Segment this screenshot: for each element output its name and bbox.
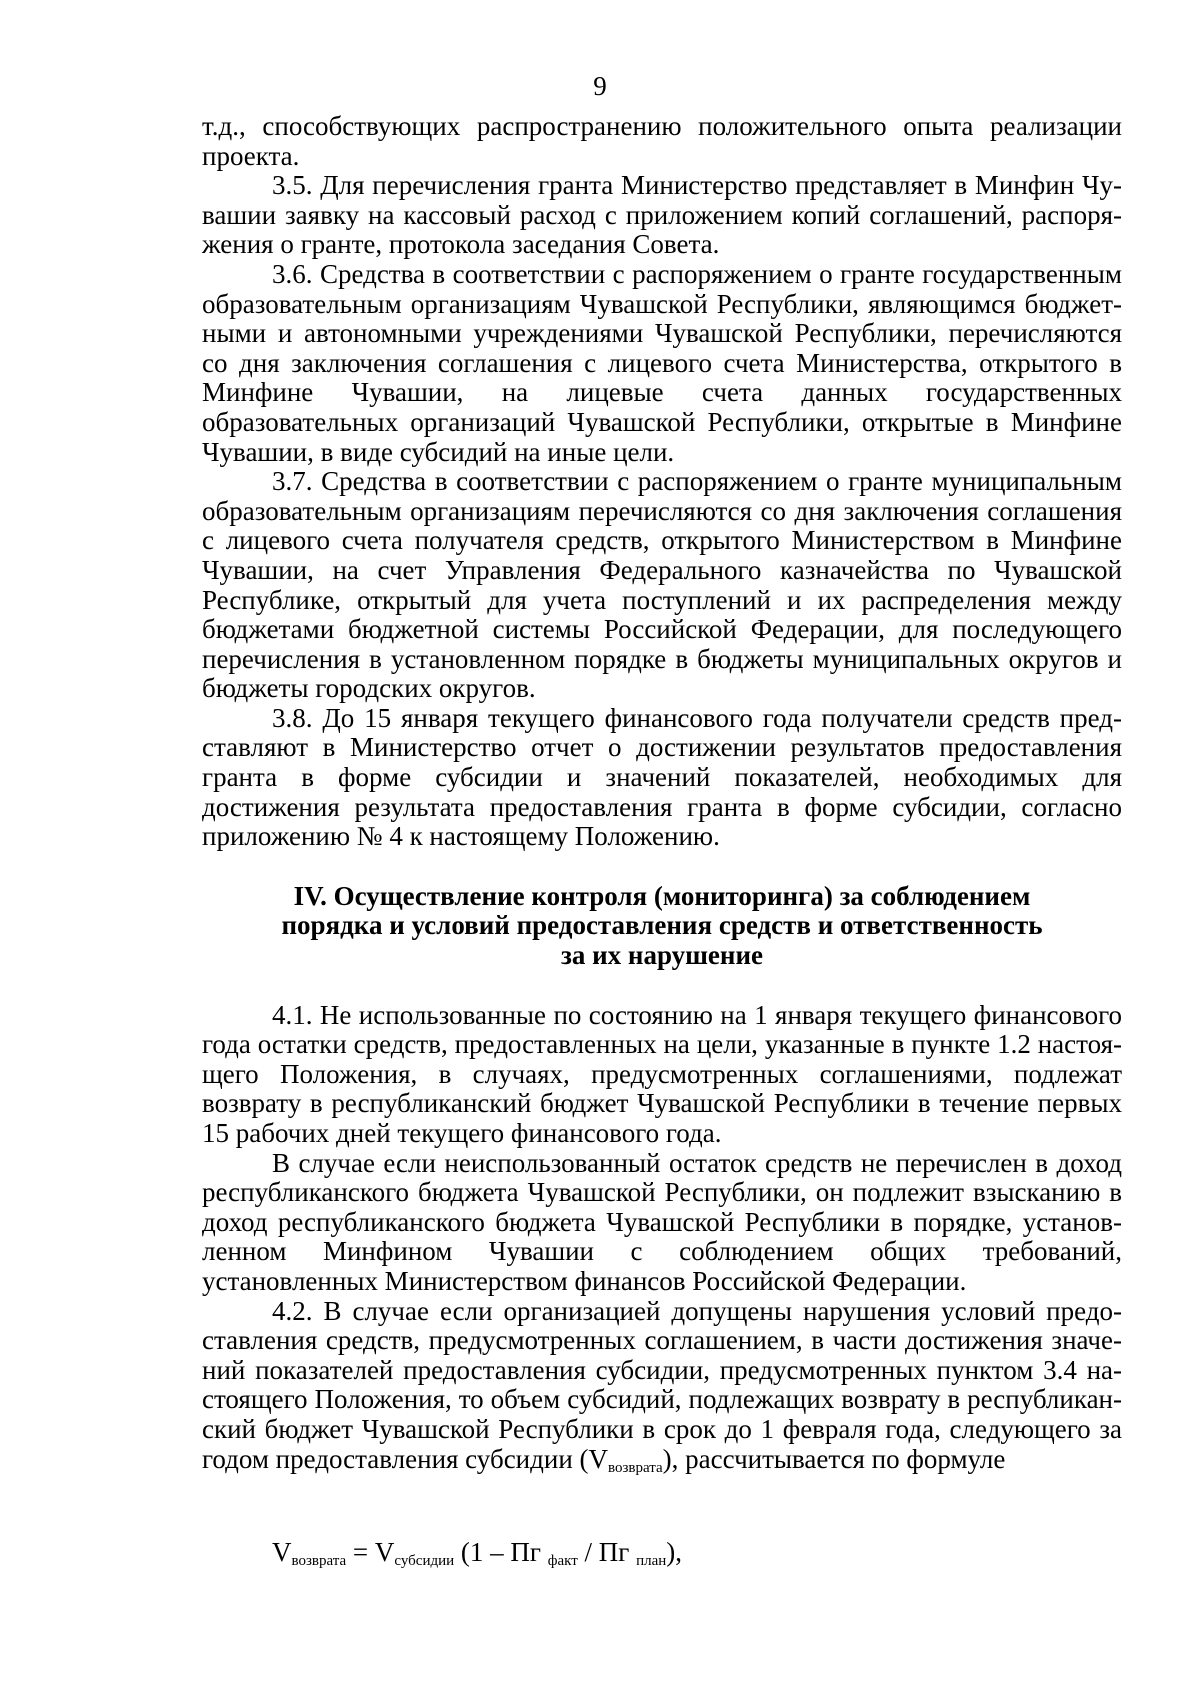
document-body [202, 112, 1122, 1568]
formula-divide: / Пг [577, 1537, 637, 1568]
paragraph-continuation: т.д., способствующих распространению положительного опыта реализации проекта. [202, 111, 1122, 171]
paragraph-3-7: 3.7. Средства в соответствии с распоряжением о гранте муниципальным образовательным организациям перечисляются со дня заключения соглашения с лицевого счета получателя средств, открытого Министерством в Минфине Чувашии, на счет Управления Федерального казначейства по Чувашской Республике, открытый для учета поступлений и их распределения между бюджетами бюджетной системы Российской Федерации, для последующего перечисления в установленном порядке в бюджеты муниципальных округов и бюджеты городских округов. [202, 466, 1122, 704]
paragraph-4-2-text: 4.2. В случае если организацией допущены нарушения условий предоставления средств, предусмотренных соглашением, в части достижения значений показателей предоставления субсидии, предусмотренных пунктом 3.4 настоящего Положения, то объем субсидий, подлежащих возврату в республиканский бюджет Чувашской Республики в срок до 1 февраля года, следующего за годом предоставления субсидии (V [202, 1295, 1122, 1474]
formula-v-return: V [272, 1537, 292, 1568]
formula-open: (1 – Пг [454, 1537, 548, 1568]
section-heading-line-3: за их нарушение [561, 940, 763, 971]
paragraph-3-6: 3.6. Средства в соответствии с распоряжением о гранте государственным образовательным организациям Чувашской Республики, являющимся бюджетными и автономными учреждениями Чувашской Республики, перечисляются со дня заключения соглашения с лицевого счета Министерства, открытого в Минфине Чувашии, на лицевые счета данных государственных образовательных организаций Чувашской Республики, открытые в Минфине Чувашии, в виде субсидий на иные цели. [202, 258, 1122, 467]
paragraph-3-5: 3.5. Для перечисления гранта Министерство представляет в Минфин Чувашии заявку на кассовый расход с приложением копий соглашений, распоряжения о гранте, протокола заседания Совета. [202, 170, 1122, 260]
paragraph-4-1: 4.1. Не использованные по состоянию на 1 января текущего финансового года остатки средств, предоставленных на цели, указанные в пункте 1.2 настоящего Положения, в случаях, предусмотренных соглашениями, подлежат возврату в республиканский бюджет Чувашской Республики в течение первых 15 рабочих дней текущего финансового года. [202, 999, 1122, 1148]
page-number: 9 [593, 71, 607, 101]
formula-close: ), [666, 1537, 683, 1568]
paragraph-3-8: 3.8. До 15 января текущего финансового года получатели средств представляют в Министерство отчет о достижении результатов предоставления гранта в форме субсидии и значений показателей, необходимых для достижения результата предоставления гранта в форме субсидии, согласно приложению № 4 к настоящему Положению. [202, 702, 1122, 852]
section-heading [202, 882, 1122, 971]
section-heading-line-1: IV. Осуществление контроля (мониторинга) за соблюдением [293, 880, 1031, 911]
paragraph-4-2-subscript: возврата [608, 1459, 663, 1476]
formula-sub-subsidy: субсидии [394, 1553, 455, 1570]
paragraph-4-2 [202, 1297, 1122, 1475]
paragraph-4-2-ending: ), рассчитывается по формуле [662, 1443, 1006, 1474]
formula-sub-fact: факт [547, 1553, 578, 1570]
paragraph-4-1-second: В случае если неиспользованный остаток средств не перечислен в доход республиканского бюджета Чувашской Республики, он подлежит взысканию в доход республиканского бюджета Чувашской Республики в порядке, установленном Минфином Чувашии с соблюдением общих требований, установленных Министерством финансов Российской Федерации. [202, 1147, 1122, 1296]
formula [202, 1536, 1122, 1568]
formula-equals-v: = V [346, 1537, 395, 1568]
section-heading-line-2: порядка и условий предоставления средств и ответственность [281, 910, 1043, 941]
formula-sub-return: возврата [291, 1553, 347, 1570]
formula-sub-plan: план [636, 1553, 667, 1570]
